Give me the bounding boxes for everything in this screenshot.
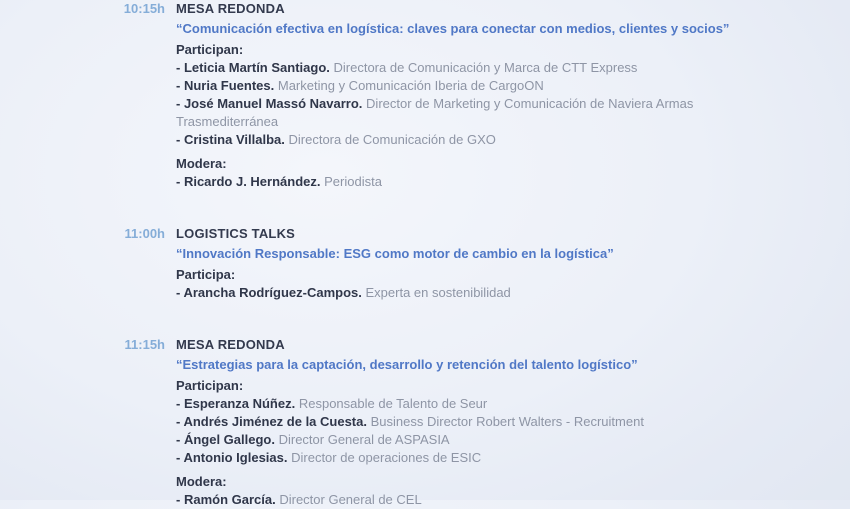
person-role: Experta en sostenibilidad — [365, 285, 511, 300]
list-dash-icon: - — [176, 285, 184, 300]
person-name: José Manuel Massó Navarro. — [183, 96, 363, 111]
person-name: Esperanza Núñez. — [183, 396, 296, 411]
person-role: Directora de Comunicación de GXO — [288, 132, 496, 147]
session-block — [0, 225, 850, 302]
person-role: Periodista — [324, 174, 382, 189]
session-type: LOGISTICS TALKS — [176, 226, 296, 241]
person-name: Cristina Villalba. — [183, 132, 285, 147]
list-dash-icon: - — [176, 60, 184, 75]
person-name: Nuria Fuentes. — [183, 78, 275, 93]
moderator-row — [176, 491, 764, 509]
list-dash-icon: - — [176, 432, 184, 447]
participants-label: Participan: — [176, 42, 244, 57]
session-body — [176, 0, 764, 191]
participant-row — [176, 95, 764, 131]
list-dash-icon: - — [176, 396, 184, 411]
person-name: Andrés Jiménez de la Cuesta. — [183, 414, 367, 429]
list-dash-icon: - — [176, 414, 184, 429]
participant-row — [176, 449, 764, 467]
person-name: Antonio Iglesias. — [183, 450, 288, 465]
person-role: Director General de ASPASIA — [278, 432, 450, 447]
person-role: Directora de Comunicación y Marca de CTT Express — [333, 60, 638, 75]
participant-row — [176, 284, 764, 302]
list-dash-icon: - — [176, 492, 184, 507]
moderator-label: Modera: — [176, 474, 227, 489]
session-time: 11:15h — [124, 337, 165, 352]
person-name: Arancha Rodríguez-Campos. — [183, 285, 362, 300]
moderator-label: Modera: — [176, 156, 227, 171]
person-role: Marketing y Comunicación Iberia de CargoON — [277, 78, 544, 93]
session-type: MESA REDONDA — [176, 1, 285, 16]
list-dash-icon: - — [176, 132, 184, 147]
participant-row — [176, 59, 764, 77]
participant-row — [176, 77, 764, 95]
person-role: Business Director Robert Walters - Recruitment — [370, 414, 644, 429]
moderator-row — [176, 173, 764, 191]
session-body — [176, 336, 764, 509]
list-dash-icon: - — [176, 96, 184, 111]
session-time: 11:00h — [124, 226, 165, 241]
person-name: Leticia Martín Santiago. — [183, 60, 330, 75]
person-role: Director de operaciones de ESIC — [291, 450, 482, 465]
participants-label: Participa: — [176, 267, 236, 282]
person-name: Ángel Gallego. — [183, 432, 275, 447]
participant-row — [176, 431, 764, 449]
session-title: “Innovación Responsable: ESG como motor de cambio en la logística” — [176, 246, 614, 261]
participant-row — [176, 413, 764, 431]
person-role: Director de Marketing y Comunicación de Naviera Armas Trasmediterránea — [176, 96, 694, 129]
session-title: “Estrategias para la captación, desarrollo y retención del talento logístico” — [176, 357, 638, 372]
person-role: Director General de CEL — [279, 492, 422, 507]
session-block — [0, 0, 850, 191]
list-dash-icon: - — [176, 450, 184, 465]
session-type: MESA REDONDA — [176, 337, 285, 352]
session-title: “Comunicación efectiva en logística: claves para conectar con medios, clientes y socios” — [176, 21, 730, 36]
participant-row — [176, 131, 764, 149]
person-role: Responsable de Talento de Seur — [298, 396, 488, 411]
session-time: 10:15h — [123, 1, 165, 16]
person-name: Ramón García. — [183, 492, 276, 507]
participants-label: Participan: — [176, 378, 244, 393]
list-dash-icon: - — [176, 174, 184, 189]
list-dash-icon: - — [176, 78, 184, 93]
person-name: Ricardo J. Hernández. — [183, 174, 321, 189]
session-body — [176, 225, 764, 302]
session-block — [0, 336, 850, 509]
participant-row — [176, 395, 764, 413]
